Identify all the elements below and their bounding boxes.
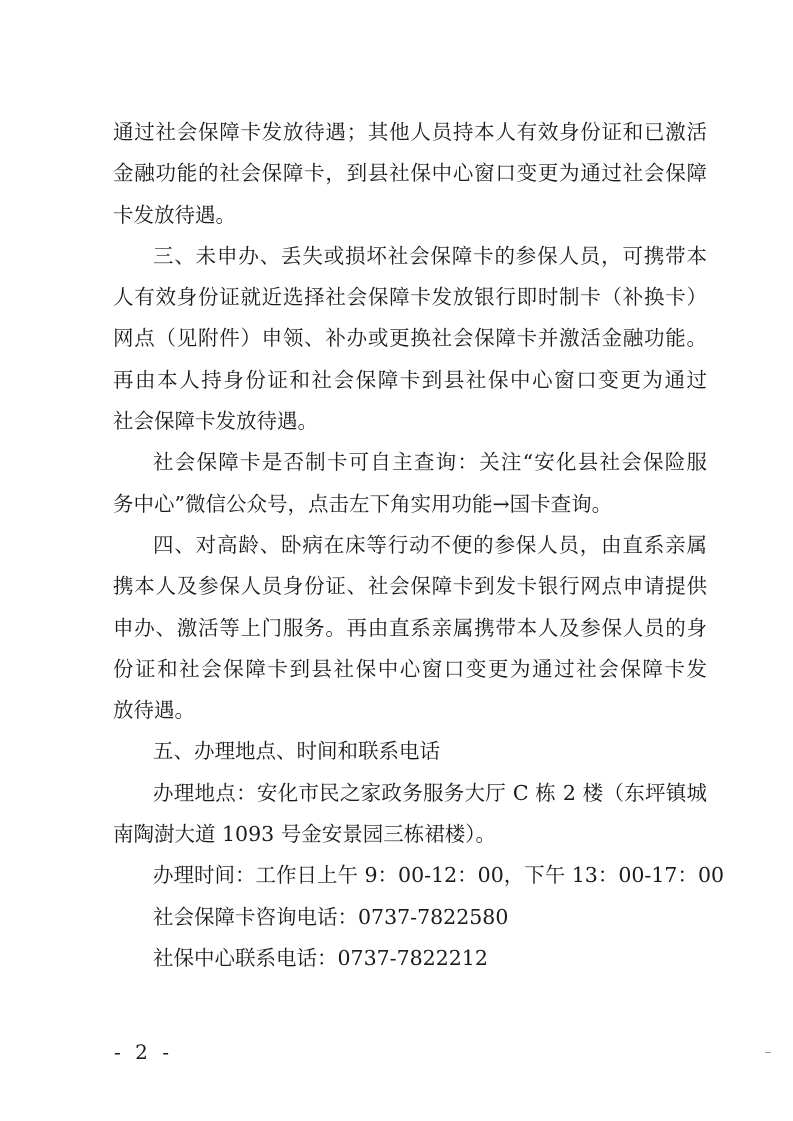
text-line: 社会保障卡是否制卡可自主查询：关注“安化县社会保险服 (153, 450, 707, 475)
text-line: 携本人及参保人员身份证、社会保障卡到发卡银行网点申请提供 (113, 574, 707, 599)
text-line: 办理地点：安化市民之家政务服务大厅 C 栋 2 楼（东坪镇城 (153, 780, 707, 805)
text-line: 社会保障卡咨询电话：0737-7822580 (153, 904, 509, 929)
text-line: 四、对高龄、卧病在床等行动不便的参保人员，由直系亲属 (153, 532, 707, 557)
text-line: 申办、激活等上门服务。再由直系亲属携带本人及参保人员的身 (113, 615, 707, 640)
text-line: 卡发放待遇。 (113, 202, 236, 227)
page-number: - 2 - (114, 1040, 173, 1064)
text-line: 三、未申办、丢失或损坏社会保障卡的参保人员，可携带本 (153, 243, 707, 268)
text-line: 五、办理地点、时间和联系电话 (153, 739, 440, 764)
text-line: 南陶澍大道 1093 号金安景园三栋裙楼）。 (113, 822, 496, 847)
text-line: 放待遇。 (113, 698, 195, 723)
text-line: 再由本人持身份证和社会保障卡到县社保中心窗口变更为通过 (113, 367, 707, 392)
text-line: 办理时间：工作日上午 9：00-12：00，下午 13：00-17：00 (153, 863, 725, 888)
text-line: 社保中心联系电话：0737-7822212 (153, 945, 488, 970)
text-line: 人有效身份证就近选择社会保障卡发放银行即时制卡（补换卡） (113, 285, 707, 310)
document-body (113, 112, 725, 979)
text-line: 通过社会保障卡发放待遇；其他人员持本人有效身份证和已激活 (113, 120, 707, 144)
text-line: 网点（见附件）申领、补办或更换社会保障卡并激活金融功能。 (113, 326, 707, 351)
text-line: 份证和社会保障卡到县社保中心窗口变更为通过社会保障卡发 (113, 656, 707, 681)
text-line: 社会保障卡发放待遇。 (113, 409, 318, 434)
text-line: 务中心”微信公众号，点击左下角实用功能→国卡查询。 (113, 491, 613, 516)
scan-mark (765, 1052, 771, 1053)
text-line: 金融功能的社会保障卡，到县社保中心窗口变更为通过社会保障 (113, 161, 707, 186)
